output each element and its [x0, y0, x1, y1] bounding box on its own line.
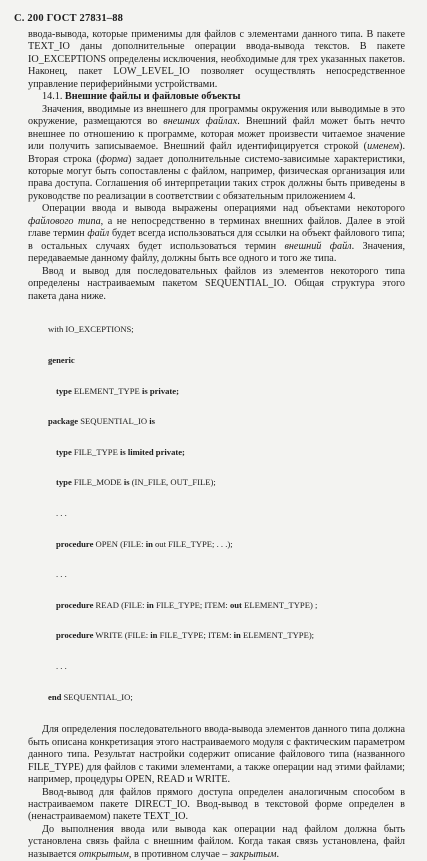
code-keyword: out: [229, 599, 242, 610]
paragraph-intro-continued: ввода-вывода, которые применимы для файлов с элементами данного типа. В пакете TEXT_IO даны дополнительные операции ввода-вывода текстов. В пакете IO_EXCEPTIONS определены исключения, необходимые для трех указанных пакетов. Наконец, пакет LOW_LEVEL_IO позволяет осуществлять непосредственное управление периферийными устройствами.: [28, 29, 405, 90]
text-run: будет всегда использоваться для ссылки на объект файлового типа; в остальных случаях будет использоваться термин: [28, 228, 405, 252]
code-text: out FILE_TYPE; . . .);: [152, 538, 233, 549]
code-text: OPEN (FILE:: [93, 538, 146, 549]
code-line: [48, 447, 405, 457]
code-ellipsis: . . .: [56, 508, 67, 519]
text-run: Значения, вводимые из внешнего для программы окружения или выводимые в это окружение, размещаются во: [28, 103, 405, 128]
code-keyword: in: [233, 630, 241, 641]
text-run: Операции ввода и вывода выражены операциями над объектами некоторого: [42, 203, 405, 215]
code-line: [48, 600, 405, 610]
section-number: 14.1.: [42, 91, 63, 103]
code-text: READ (FILE:: [93, 599, 147, 610]
code-text: (IN_FILE, OUT_FILE);: [129, 477, 216, 488]
section-heading: [28, 91, 405, 103]
code-keyword: type: [56, 446, 72, 457]
code-text: FILE_TYPE; ITEM:: [153, 599, 230, 610]
code-listing: [28, 304, 405, 722]
paragraph-external-files: [28, 104, 405, 204]
code-line: [48, 355, 405, 365]
section-title: Внешние файлы и файловые объекты: [64, 91, 241, 103]
code-keyword: is: [149, 416, 155, 427]
code-keyword: in: [150, 630, 158, 641]
term-open: открытым: [78, 848, 129, 860]
text-run: .: [276, 848, 280, 860]
code-keyword: is private;: [141, 385, 179, 396]
text-run: . Внешний файл может быть нечто внешнее по отношению к программе, которая может произвести читаемое значение или получить записываемое. Внешний файл идентифицируется строкой (: [28, 116, 405, 153]
code-text: SEQUENTIAL_IO;: [61, 691, 133, 702]
text-run: ) задает дополнительные системо-зависимые характеристики, которые могут быть сопоставлены с файлом, например, физическая организация или права доступа. Соглашения об интерпретации таких строк должны быть приведены в руководстве по реализации в соответствии с обязательным приложением 4.: [28, 153, 405, 202]
text-run: ). Вторая строка (: [28, 141, 405, 165]
term-file-type: файлового типа: [28, 215, 101, 227]
code-line: with IO_EXCEPTIONS;: [48, 324, 134, 335]
paragraph-instantiation: Для определения последовательного ввода-вывода элементов данного типа должна быть описана конкретизация этого настраиваемого модуля с фактическим параметром данного типа. Результат настройки содержит описание файлового типа (названного FILE_TYPE) для файлов с такими элементами, а также операции над этими файлами; например, процедуры OPEN, READ и WRITE.: [28, 724, 405, 786]
term-external-file: внешний файл: [284, 240, 352, 252]
code-keyword: is limited private;: [119, 446, 185, 457]
code-keyword: package: [48, 416, 79, 427]
code-keyword: generic: [48, 354, 75, 365]
code-keyword: type: [56, 477, 72, 488]
code-keyword: procedure: [56, 599, 94, 610]
code-ellipsis: . . .: [56, 661, 67, 672]
paragraph-file-types: [28, 203, 405, 265]
code-keyword: procedure: [56, 538, 94, 549]
text-run: . Значения, передаваемые данному файлу, должны быть все одного и того же типа.: [28, 240, 405, 265]
paragraph-open-closed: [28, 824, 405, 861]
code-text: ELEMENT_TYPE) ;: [241, 599, 318, 610]
term-form: форма: [99, 153, 129, 165]
term-external-files: внешних файлах: [163, 116, 238, 128]
text-run: , а не непосредственно в терминах внешних файлов. Далее в этой главе термин: [28, 215, 406, 240]
code-text: SEQUENTIAL_IO: [78, 416, 150, 427]
page-header: С. 200 ГОСТ 27831–88: [14, 13, 124, 24]
code-keyword: type: [56, 385, 72, 396]
code-line: [48, 539, 405, 549]
paragraph-direct-io: Ввод-вывод для файлов прямого доступа определен аналогичным способом в настраиваемом пакете DIRECT_IO. Ввод-вывод в текстовой форме определен в (ненастраиваемом) пакете TEXT_IO.: [28, 786, 405, 823]
paragraph-sequential-io: Ввод и вывод для последовательных файлов из элементов некоторого типа определены настраиваемым пакетом SEQUENTIAL_IO. Общая структура этого пакета дана ниже.: [28, 265, 405, 302]
code-line: [48, 386, 405, 396]
code-keyword: procedure: [56, 630, 94, 641]
text-run: , в противном случае –: [128, 848, 230, 860]
code-line: [48, 477, 405, 487]
code-text: FILE_TYPE; ITEM:: [157, 630, 234, 641]
text-run: До выполнения ввода или вывода как операции над файлом должна быть установлена связь файла с внешним файлом. Когда такая связь установлена, файл называется: [28, 823, 405, 860]
code-keyword: in: [145, 538, 153, 549]
code-keyword: is: [123, 477, 130, 488]
code-line: [48, 416, 405, 426]
code-text: FILE_MODE: [71, 477, 124, 488]
code-line: [48, 692, 405, 702]
term-closed: закрытым: [229, 848, 277, 860]
code-text: ELEMENT_TYPE);: [240, 630, 315, 641]
code-text: ELEMENT_TYPE: [71, 385, 142, 396]
code-keyword: end: [48, 691, 62, 702]
code-text: FILE_TYPE: [71, 446, 120, 457]
term-file: файл: [87, 228, 110, 240]
page-body: [28, 29, 405, 861]
code-ellipsis: . . .: [56, 569, 67, 580]
code-text: WRITE (FILE:: [93, 630, 151, 641]
term-name: именем: [367, 141, 400, 153]
code-keyword: in: [146, 599, 154, 610]
